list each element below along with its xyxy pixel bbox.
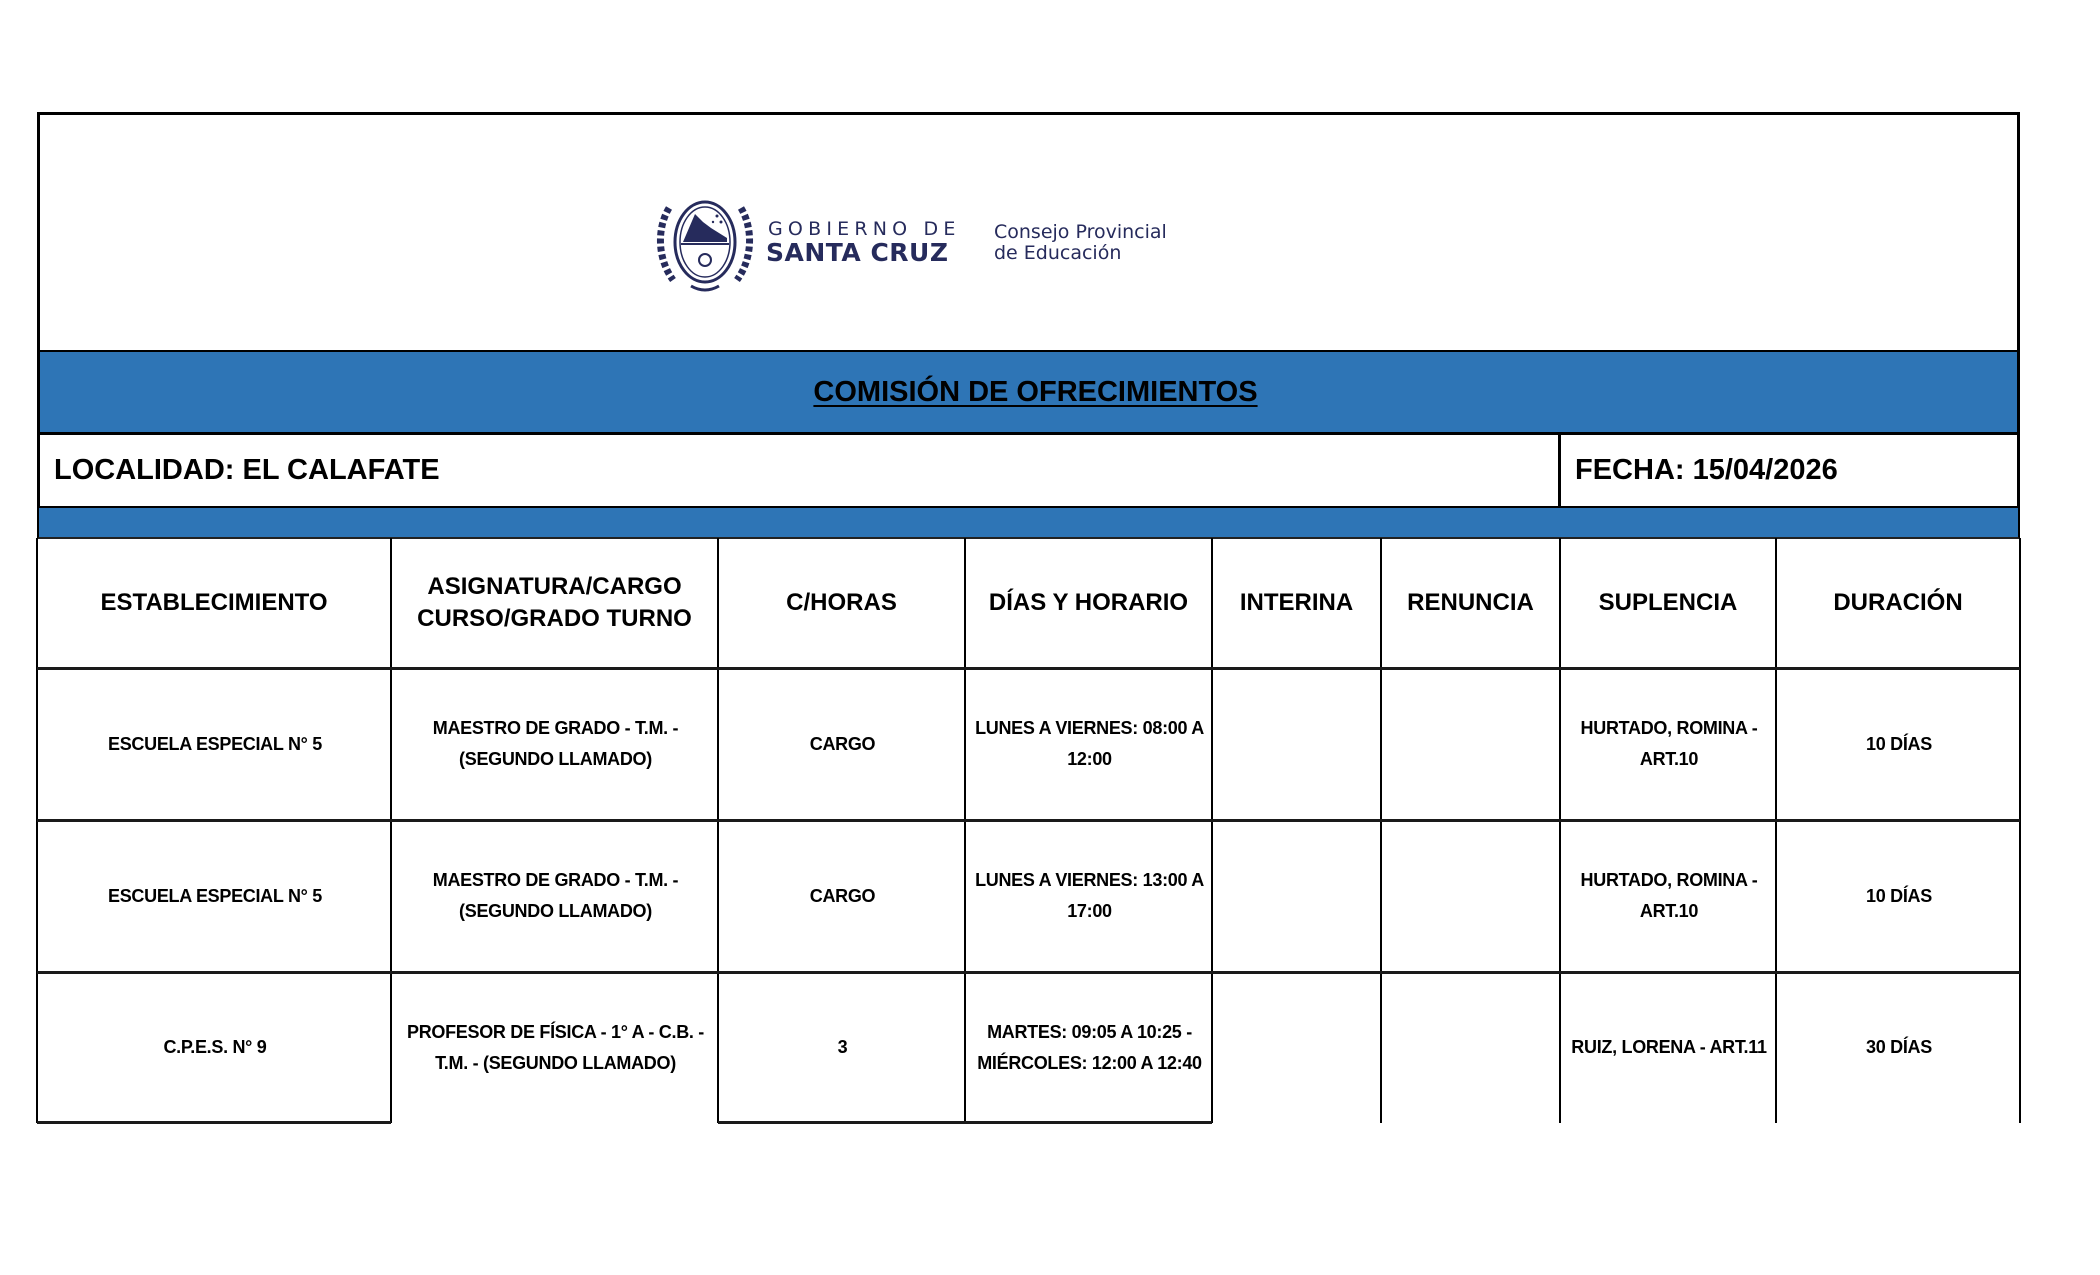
column-header-interim: INTERINA [1239, 589, 1354, 616]
grid-line-bottom [718, 1121, 1212, 1124]
cell-establishment: ESCUELA ESPECIAL N° 5 [108, 733, 322, 754]
column-header-substitute: SUPLENCIA [1598, 589, 1738, 616]
cell-schedule: LUNES A VIERNES: 08:00 A 12:00 [975, 718, 1204, 769]
cell-subject-position: PROFESOR DE FÍSICA - 1° A - C.B. - T.M. - (SEGUNDO LLAMADO) [406, 1021, 704, 1073]
cell-resignation [1384, 668, 1559, 820]
grid-line-vertical [1775, 538, 1777, 1123]
brand-gobierno-de: GOBIERNO DE [768, 218, 961, 240]
cell-duration: 30 DÍAS [1866, 1037, 1932, 1057]
cell-interim [1215, 668, 1380, 820]
cell-substitute: HURTADO, ROMINA - ART.10 [1580, 718, 1758, 769]
cell-hours: 3 [837, 1037, 848, 1057]
grid-line-vertical [390, 538, 392, 1123]
coat-of-arms-icon [655, 188, 755, 303]
cell-subject-position: MAESTRO DE GRADO - T.M. - (SEGUNDO LLAMADO) [432, 870, 679, 921]
column-header-schedule: DÍAS Y HORARIO [988, 589, 1189, 616]
grid-line-vertical [36, 538, 38, 1123]
cell-establishment: ESCUELA ESPECIAL N° 5 [108, 885, 322, 906]
org-name-line2: de Educación [994, 242, 1122, 264]
grid-line-vertical [2019, 538, 2021, 1123]
column-header-subject-position: ASIGNATURA/CARGO CURSO/GRADO TURNO [417, 573, 692, 632]
cell-interim [1215, 820, 1380, 972]
grid-line-vertical [1380, 538, 1382, 1123]
column-header-establishment: ESTABLECIMIENTO [100, 589, 328, 616]
cell-duration: 10 DÍAS [1866, 733, 1932, 754]
cell-establishment: C.P.E.S. N° 9 [163, 1037, 267, 1057]
cell-subject-position: MAESTRO DE GRADO - T.M. - (SEGUNDO LLAMADO) [432, 718, 679, 769]
column-header-duration: DURACIÓN [1833, 589, 1963, 616]
cell-hours: CARGO [809, 885, 876, 906]
locality-date-row [37, 435, 2020, 509]
grid-line-bottom [37, 1121, 391, 1124]
grid-line-vertical [717, 538, 719, 1123]
cell-resignation [1384, 972, 1559, 1123]
page-title: COMISIÓN DE OFRECIMIENTOS [813, 375, 1258, 408]
cell-schedule: MARTES: 09:05 A 10:25 - MIÉRCOLES: 12:00 A 12:40 [977, 1021, 1202, 1073]
separator-band [37, 508, 2020, 539]
grid-line-horizontal [37, 971, 2020, 974]
org-name [994, 222, 1167, 264]
cell-substitute: RUIZ, LORENA - ART.11 [1571, 1037, 1767, 1057]
locality-field: LOCALIDAD: EL CALAFATE [40, 435, 1561, 506]
grid-line-vertical [1559, 538, 1561, 1123]
column-header-hours: C/HORAS [786, 589, 897, 616]
cell-hours: CARGO [809, 733, 876, 754]
date-field: FECHA: 15/04/2026 [1575, 454, 1838, 486]
cell-resignation [1384, 820, 1559, 972]
cell-duration: 10 DÍAS [1866, 885, 1932, 906]
org-name-line1: Consejo Provincial [994, 221, 1167, 243]
grid-line-horizontal [37, 819, 2020, 822]
grid-line-vertical [1211, 538, 1213, 1123]
cell-schedule: LUNES A VIERNES: 13:00 A 17:00 [975, 870, 1204, 921]
column-header-resignation: RENUNCIA [1407, 589, 1534, 616]
grid-line-horizontal [37, 667, 2020, 670]
brand-santa-cruz: SANTA CRUZ [766, 238, 949, 267]
cell-interim [1215, 972, 1380, 1123]
cell-substitute: HURTADO, ROMINA - ART.10 [1580, 870, 1758, 921]
grid-line-vertical [964, 538, 966, 1123]
title-band [37, 352, 2020, 436]
